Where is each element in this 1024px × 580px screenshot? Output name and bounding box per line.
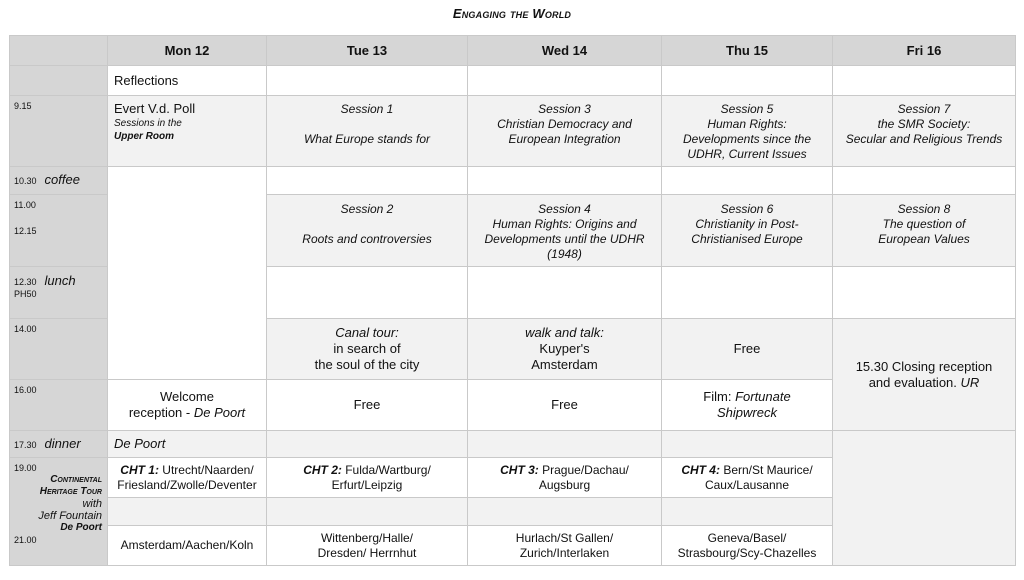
cell-mon-dinner: De Poort (108, 431, 267, 458)
cell-mon-cht1 (108, 458, 267, 498)
activity-title: Canal tour: (335, 325, 399, 340)
sessions-room: Upper Room (114, 131, 174, 142)
cell-empty (267, 498, 468, 526)
session-text: What Europe stands for (303, 132, 431, 146)
time-cell-1900 (10, 458, 108, 566)
activity-text: Kuyper's (539, 341, 590, 356)
tour-name: Continental (50, 474, 102, 485)
cell-empty (662, 167, 833, 195)
row-1030 (10, 167, 1016, 195)
session-text: Christianity in Post- (695, 217, 799, 231)
session-title: Session 2 (340, 202, 394, 216)
day-header-tue: Tue 13 (267, 36, 468, 66)
tour-route: Bern/St Maurice/ (719, 462, 813, 477)
cell-thu-session5 (662, 96, 833, 167)
cell-mon-cht1-cont: Amsterdam/Aachen/Koln (108, 526, 267, 566)
time-label: 19.00 (14, 463, 37, 473)
session-text: Christian Democracy and (497, 117, 632, 131)
tour-route: Strasbourg/Scy-Chazelles (677, 545, 817, 560)
row-915 (10, 96, 1016, 167)
time-label: 10.30 (14, 176, 37, 186)
tour-code: CHT 4: (681, 462, 720, 477)
tour-route: Fulda/Wartburg/ (341, 462, 431, 477)
time-label: 11.00 (14, 200, 36, 210)
tour-route: Augsburg (538, 477, 591, 492)
cell-tue-session2 (267, 195, 468, 267)
cell-mon-915 (108, 96, 267, 167)
session-text: The question of (882, 217, 966, 231)
lunch-label: lunch (44, 273, 76, 288)
cell-empty (833, 66, 1016, 96)
cell-fri-empty-block (833, 431, 1016, 566)
cell-empty (468, 167, 662, 195)
cell-empty (267, 431, 468, 458)
tour-route: Utrecht/Naarden/ (158, 462, 254, 477)
row-reflections (10, 66, 1016, 96)
day-header-mon: Mon 12 (108, 36, 267, 66)
time-label: 12.15 (14, 226, 37, 236)
session-text: European Values (878, 232, 970, 246)
activity-text: the soul of the city (314, 357, 420, 372)
tour-route: Dresden/ Herrnhut (317, 545, 417, 560)
session-text: (1948) (547, 247, 582, 261)
tour-guide: Jeff Fountain (38, 510, 102, 522)
time-label: 21.00 (14, 535, 37, 545)
cell-tue-cht2 (267, 458, 468, 498)
dinner-label: dinner (44, 435, 81, 451)
tour-route: Wittenberg/Halle/ (320, 530, 414, 545)
cell-tue-session1 (267, 96, 468, 167)
activity-text: Amsterdam (531, 357, 598, 372)
cell-empty (833, 167, 1016, 195)
cell-empty (662, 267, 833, 319)
cell-fri-session7 (833, 96, 1016, 167)
cell-wed-cht3-cont (468, 526, 662, 566)
time-cell-empty (10, 66, 108, 96)
session-text: Human Rights: Origins and (492, 217, 637, 231)
sessions-note: Sessions in the (114, 118, 182, 129)
closing-text: 15.30 Closing reception (855, 358, 993, 374)
row-1730 (10, 431, 1016, 458)
cell-thu-cht4 (662, 458, 833, 498)
cell-wed-free: Free (468, 380, 662, 431)
cell-thu-session6 (662, 195, 833, 267)
session-text: Secular and Religious Trends (845, 132, 1003, 146)
header-row (10, 36, 1016, 66)
cell-wed-session4 (468, 195, 662, 267)
cell-wed-cht3 (468, 458, 662, 498)
cell-mon-reflections: Reflections (108, 66, 267, 96)
session-text: Christianised Europe (691, 232, 803, 246)
lunch-place: PH50 (14, 289, 37, 299)
time-label: 16.00 (14, 385, 37, 395)
cell-wed-session3 (468, 96, 662, 167)
film-title: Shipwreck (717, 405, 777, 420)
time-cell-1030 (10, 167, 108, 195)
welcome-place: De Poort (193, 405, 246, 420)
tour-route: Zurich/Interlaken (519, 545, 610, 560)
time-label: 12.30 (14, 277, 37, 287)
cell-thu-free: Free (662, 319, 833, 380)
cell-empty (267, 167, 468, 195)
session-title: Session 5 (720, 102, 774, 116)
time-label: 14.00 (14, 324, 37, 334)
activity-text: in search of (333, 341, 401, 356)
welcome-text: reception - (128, 405, 194, 420)
page-title: Engaging the World (452, 6, 572, 21)
cell-tue-free: Free (267, 380, 468, 431)
time-cell-915 (10, 96, 108, 167)
session-title: Session 3 (538, 102, 591, 116)
cell-empty (267, 66, 468, 96)
cell-empty (468, 431, 662, 458)
day-header-thu: Thu 15 (662, 36, 833, 66)
tour-route: Hurlach/St Gallen/ (515, 530, 614, 545)
cell-empty (468, 66, 662, 96)
session-title: Session 6 (720, 202, 774, 216)
session-title: Session 8 (897, 202, 951, 216)
tour-with: with (82, 498, 102, 510)
corner-cell (10, 36, 108, 66)
welcome-text: Welcome (160, 389, 214, 404)
film-label: Film: (703, 389, 736, 404)
tour-place: De Poort (60, 522, 102, 533)
cell-tue-canal-tour (267, 319, 468, 380)
time-cell-1730 (10, 431, 108, 458)
cell-mon-welcome (108, 380, 267, 431)
cell-empty (833, 267, 1016, 319)
tour-code: CHT 3: (500, 462, 539, 477)
session-text: UDHR, Current Issues (687, 147, 807, 161)
time-cell-1100 (10, 195, 108, 267)
day-header-wed: Wed 14 (468, 36, 662, 66)
session-text: Roots and controversies (302, 232, 432, 246)
cell-empty (662, 66, 833, 96)
closing-text: and evaluation. (868, 374, 961, 390)
speaker-name: Evert V.d. Poll (114, 101, 196, 116)
tour-route: Caux/Lausanne (704, 477, 790, 492)
tour-code: CHT 2: (303, 462, 342, 477)
day-header-fri: Fri 16 (833, 36, 1016, 66)
tour-name: Heritage Tour (39, 486, 102, 497)
cell-empty (468, 498, 662, 526)
tour-route: Prague/Dachau/ (538, 462, 629, 477)
film-title: Fortunate (735, 389, 791, 404)
tour-code: CHT 1: (120, 462, 159, 477)
tour-route: Erfurt/Leipzig (331, 477, 403, 492)
session-text: the SMR Society: (877, 117, 971, 131)
session-text: Human Rights: (707, 117, 787, 131)
cell-empty (108, 498, 267, 526)
session-text: European Integration (508, 132, 621, 146)
session-text: Developments since the (682, 132, 812, 146)
time-cell-1600 (10, 380, 108, 431)
time-cell-1400 (10, 319, 108, 380)
cell-thu-cht4-cont (662, 526, 833, 566)
cell-thu-film (662, 380, 833, 431)
time-label: 17.30 (14, 439, 37, 450)
tour-route: Friesland/Zwolle/Deventer (117, 477, 257, 492)
tour-route: Geneva/Basel/ (707, 530, 787, 545)
coffee-label: coffee (44, 172, 80, 187)
session-title: Session 1 (340, 102, 394, 116)
activity-title: walk and talk: (525, 325, 604, 340)
cell-tue-cht2-cont (267, 526, 468, 566)
cell-mon-free-block (108, 167, 267, 380)
cell-empty (468, 267, 662, 319)
cell-fri-session8 (833, 195, 1016, 267)
session-title: Session 4 (538, 202, 591, 216)
time-cell-1230 (10, 267, 108, 319)
session-text: Developments until the UDHR (484, 232, 645, 246)
session-title: Session 7 (897, 102, 951, 116)
cell-empty (267, 267, 468, 319)
closing-room: UR (960, 374, 980, 390)
cell-wed-walk-talk (468, 319, 662, 380)
cell-fri-closing (833, 319, 1016, 431)
cell-empty (662, 498, 833, 526)
schedule-table (9, 35, 1016, 566)
cell-empty (662, 431, 833, 458)
time-label: 9.15 (14, 101, 32, 111)
